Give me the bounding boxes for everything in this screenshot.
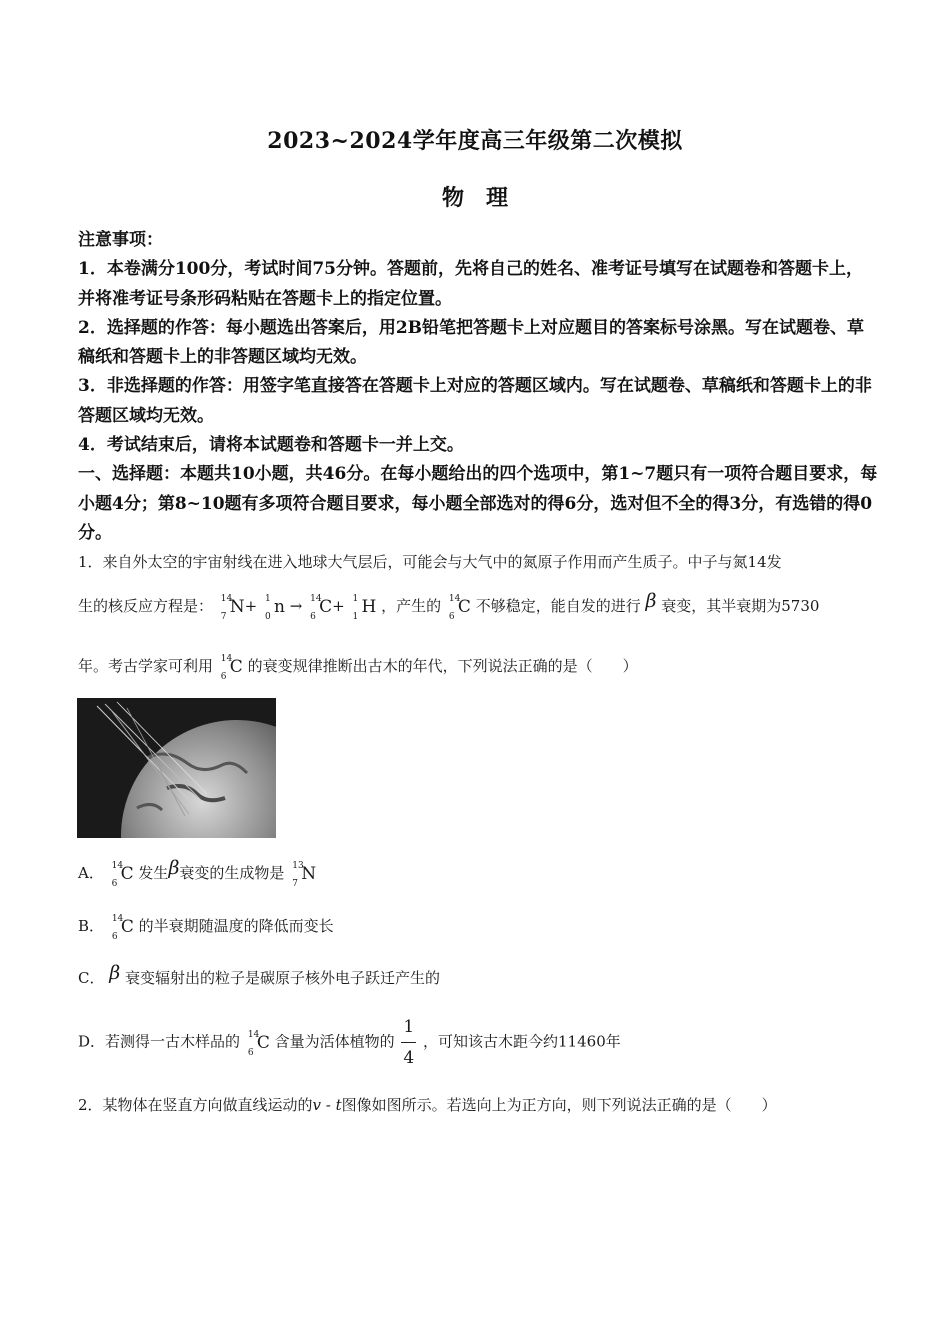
q1-text: ，产生的 <box>381 597 442 615</box>
option-label: D．若测得一古木样品的 <box>78 1032 241 1051</box>
q1-option-a <box>78 857 878 889</box>
page-title: 2023~2024学年度高三年级第二次模拟 <box>267 128 683 154</box>
q1-text: 不够稳定，能自发的进行 <box>475 597 641 615</box>
beta-symbol: β <box>109 962 121 984</box>
option-text: 含量为活体植物的 <box>274 1032 395 1051</box>
nuclide-proton: 1 1 H <box>352 594 377 622</box>
notice-item: 1．本卷满分100分，考试时间75分钟。答题前，先将自己的姓名、准考证号填写在试题卷和答题卡上，并将准考证号条形码粘贴在答题卡上的指定位置。 <box>78 259 863 309</box>
q2-stem <box>78 1094 878 1116</box>
q1-option-d <box>78 1018 878 1067</box>
q1-option-c <box>78 962 878 989</box>
nuclide-c14: 14 6 C <box>448 594 471 622</box>
option-text: 衰变的生成物是 <box>179 864 285 882</box>
q1-text: 生的核反应方程是： <box>78 597 214 615</box>
option-text: 衰变辐射出的粒子是碳原子核外电子跃迁产生的 <box>125 969 441 987</box>
q1-line1: 1．来自外太空的宇宙射线在进入地球大气层后，可能会与大气中的氮原子作用而产生质子。中子与氮14发 <box>78 553 782 571</box>
nuclide-c14: 14 6 C <box>247 1029 270 1058</box>
notice-heading: 注意事项： <box>78 230 163 250</box>
q1-line2 <box>78 590 878 622</box>
nuclide-c14: 14 6 C <box>111 914 134 942</box>
q2-text: 图像如图所示。若选向上为正方向，则下列说法正确的是（ ） <box>341 1096 777 1114</box>
notice-item: 4．考试结束后，请将本试题卷和答题卡一并上交。 <box>78 435 464 456</box>
section-heading: 一、选择题：本题共10小题，共46分。在每小题给出的四个选项中，第1~7题只有一项符合题目要求，每小题4分；第8~10题有多项符合题目要求，每小题全部选对的得6分，选对但不全的得3分，有选错的得0分。 <box>78 464 878 543</box>
q1-text: 衰变，其半衰期为5730 <box>661 597 820 615</box>
notice-item: 3．非选择题的作答：用签字笔直接答在答题卡上对应的答题区域内。写在试题卷、草稿纸和答题卡上的非答题区域均无效。 <box>78 376 872 426</box>
arrow-symbol: → <box>289 597 303 615</box>
nuclide-c14: 14 6 C <box>310 594 333 622</box>
q1-line3 <box>78 654 878 682</box>
nuclide-neutron: 1 0 n <box>265 594 285 622</box>
nuclide-n14: 14 7 N <box>220 594 245 622</box>
notice-item: 2．选择题的作答：每小题选出答案后，用2B铅笔把答题卡上对应题目的答案标号涂黑。写在试题卷、草稿纸和答题卡上的非答题区域均无效。 <box>78 317 865 368</box>
option-label: A． <box>78 864 104 882</box>
option-text: 的半衰期随温度的降低而变长 <box>138 917 334 935</box>
q1-text: 的衰变规律推断出古木的年代，下列说法正确的是（ ） <box>247 657 638 675</box>
earth-illustration <box>77 698 276 838</box>
subject-title: 物理 <box>441 185 530 211</box>
option-text: ，可知该古木距今约11460年 <box>423 1032 621 1051</box>
q2-text: 2．某物体在竖直方向做直线运动的 <box>78 1096 313 1114</box>
beta-symbol: β <box>645 590 657 612</box>
plus-sign: + <box>332 597 345 615</box>
option-label: B． <box>78 917 105 935</box>
nuclide-n13: 13 7 N <box>292 861 317 889</box>
notice-block <box>78 226 878 548</box>
q1-option-b <box>78 914 878 942</box>
option-label: C． <box>78 969 105 987</box>
earth-cosmic-ray-image <box>77 698 276 838</box>
plus-sign: + <box>244 597 258 615</box>
nuclide-c14: 14 6 C <box>111 861 134 889</box>
vt-symbol: v - t <box>312 1096 342 1114</box>
beta-symbol: β <box>168 857 180 879</box>
q1-text: 年。考古学家可利用 <box>78 657 214 675</box>
nuclide-c14: 14 6 C <box>220 654 243 682</box>
fraction-one-quarter: $\frac{1}{4}$ <box>403 1017 415 1068</box>
option-text: 发生 <box>138 864 169 882</box>
